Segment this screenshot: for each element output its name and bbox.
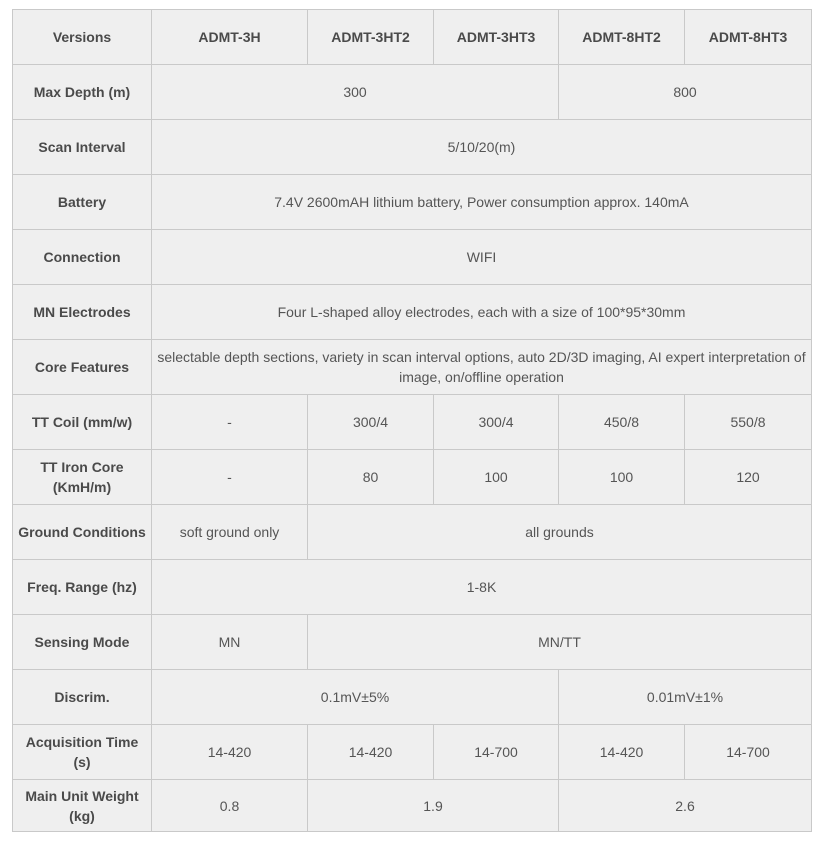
row-label: Battery [13,175,152,230]
table-row-tt-iron-core [13,450,812,505]
row-label: Main Unit Weight (kg) [13,780,152,832]
table-row-tt-coil [13,395,812,450]
header-model: ADMT-8HT2 [559,10,685,65]
cell-value: 14-420 [308,725,434,780]
table-row-core-features [13,340,812,395]
cell-value: 0.8 [152,780,308,832]
cell-value: Four L-shaped alloy electrodes, each with a size of 100*95*30mm [152,285,812,340]
cell-value: 0.1mV±5% [152,670,559,725]
cell-value: 100 [434,450,559,505]
table-row-main-unit-weight [13,780,812,832]
row-label: Scan Interval [13,120,152,175]
cell-value: 300/4 [308,395,434,450]
header-model: ADMT-3HT2 [308,10,434,65]
cell-value: 80 [308,450,434,505]
header-row [13,10,812,65]
cell-value: - [152,450,308,505]
cell-value: MN/TT [308,615,812,670]
cell-value: 300 [152,65,559,120]
header-model: ADMT-8HT3 [685,10,812,65]
cell-value: soft ground only [152,505,308,560]
cell-value: 450/8 [559,395,685,450]
cell-value: 14-700 [685,725,812,780]
row-label: Connection [13,230,152,285]
cell-value: 14-700 [434,725,559,780]
cell-value: selectable depth sections, variety in scan interval options, auto 2D/3D imaging, AI expert interpretation of image, on/offline operation [152,340,812,395]
table-row-ground-conditions [13,505,812,560]
table-row-mn-electrodes [13,285,812,340]
row-label: Acquisition Time (s) [13,725,152,780]
table-row-connection [13,230,812,285]
cell-value: 14-420 [152,725,308,780]
cell-value: 120 [685,450,812,505]
cell-value: 7.4V 2600mAH lithium battery, Power consumption approx. 140mA [152,175,812,230]
row-label: Core Features [13,340,152,395]
row-label: Freq. Range (hz) [13,560,152,615]
cell-value: 800 [559,65,812,120]
spec-table-container [12,9,811,832]
table-row-battery [13,175,812,230]
table-row-acquisition-time [13,725,812,780]
row-label: MN Electrodes [13,285,152,340]
row-label: TT Iron Core (KmH/m) [13,450,152,505]
table-row-sensing-mode [13,615,812,670]
cell-value: 14-420 [559,725,685,780]
cell-value: 550/8 [685,395,812,450]
cell-value: 100 [559,450,685,505]
header-model: ADMT-3H [152,10,308,65]
header-model: ADMT-3HT3 [434,10,559,65]
row-label: Discrim. [13,670,152,725]
table-row-freq-range [13,560,812,615]
table-row-scan-interval [13,120,812,175]
row-label: TT Coil (mm/w) [13,395,152,450]
table-row-discrim [13,670,812,725]
spec-table [12,9,812,832]
table-row-max-depth [13,65,812,120]
header-versions-label: Versions [13,10,152,65]
row-label: Sensing Mode [13,615,152,670]
cell-value: all grounds [308,505,812,560]
cell-value: MN [152,615,308,670]
row-label: Ground Conditions [13,505,152,560]
cell-value: 300/4 [434,395,559,450]
cell-value: 1.9 [308,780,559,832]
row-label: Max Depth (m) [13,65,152,120]
cell-value: 2.6 [559,780,812,832]
cell-value: 5/10/20(m) [152,120,812,175]
cell-value: 1-8K [152,560,812,615]
cell-value: WIFI [152,230,812,285]
cell-value: 0.01mV±1% [559,670,812,725]
cell-value: - [152,395,308,450]
